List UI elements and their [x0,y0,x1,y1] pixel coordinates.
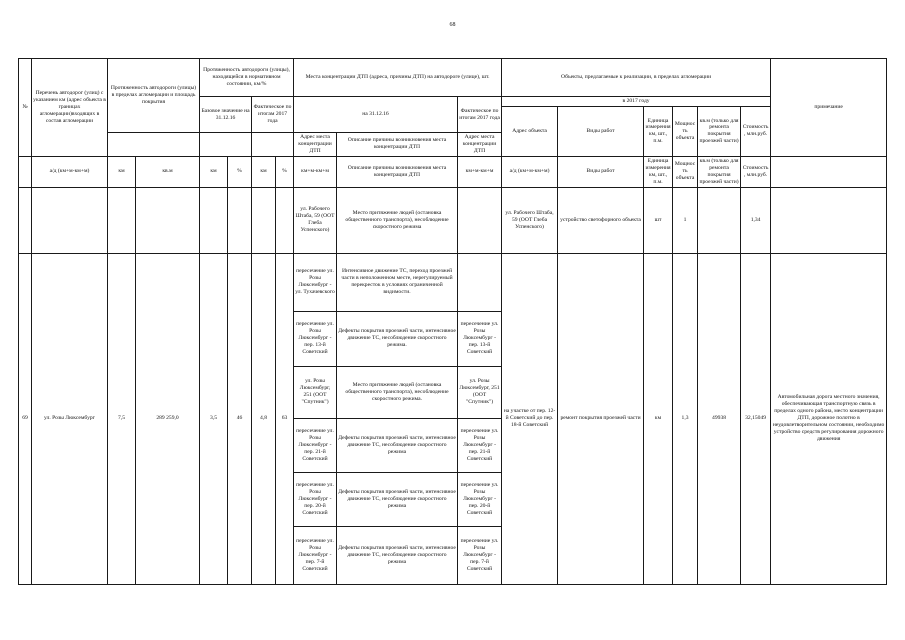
units-base-pct: % [228,156,252,187]
note-cell: Автомобильная дорога местного значения, обеспечивающая транспортную связь в пределах одного района, место концентрации ДТП, дорожное полотно в неудовлетворительном состоянии, необходимо устройство средств регулирования дорожного движения [771,253,887,584]
header-dtp-address: Адрес места концентрации ДТП [294,133,337,157]
header-note: примечание [771,59,887,157]
object-address-cell: на участке от пер. 12-й Советский до пер. 18-й Советский [502,253,558,584]
road-length: 7,5 [108,253,136,584]
header-baseline-spacer [200,133,252,157]
object-address-cell: ул. Рабочего Штаба, 59 (ООТ Глеба Успенского) [502,187,558,253]
dtp-address-cell: пересечение ул. Розы Люксембург - пер. 7-й Советский [294,526,337,584]
cost-cell: 32,15049 [741,253,771,584]
header-cost: Стоимость, млн.руб. [741,107,771,157]
dtp-address-cell: ул. Рабочего Штаба, 59 (ООТ Глеба Успенского) [294,187,337,253]
units-area: кв.м [136,156,200,187]
dtp-address-cell: пересечение ул. Розы Люксембург - пер. 13-й Советский [294,311,337,366]
header-length-area-spacer [108,133,200,157]
page-number: 68 [449,22,456,28]
units-base-km: км [200,156,228,187]
header-sqm: кв.м (только для ремонта покрытия проезжей части) [698,107,741,157]
dtp-address-cell: пересечение ул. Розы Люксембург - ул. Тухачевского [294,253,337,311]
capacity-cell: 1,3 [673,253,698,584]
baseline-km: 3,5 [200,253,228,584]
dtp-description-cell: Место притяжение людей (остановка общественного транспорта), несоблюдение скоростного режима [337,187,458,253]
dtp-description-cell: Место притяжение людей (остановка общественного транспорта), несоблюдение скоростного режима. [337,366,458,418]
units-capacity: Мощность объекта [673,156,698,187]
dtp-address-2017-cell: пересечение ул. Розы Люксембург - пер. 21-й Советский [458,418,502,472]
road-area: 289 259,0 [136,253,200,584]
table-row [19,187,887,253]
dtp-address-cell: пересечение ул. Розы Люксембург - пер. 20-й Советский [294,472,337,526]
dtp-description-cell: Интенсивное движение ТС, переход проезжей части в неположенном месте, нерегулируемый перекресток в условиях ограниченной видимости. [337,253,458,311]
dtp-description-cell: Дефекты покрытия проезжей части, интенсивное движение ТС, несоблюдение скоростного режима [337,526,458,584]
dtp-description-cell: Дефекты покрытия проезжей части, интенсивное движение ТС, несоблюдение скоростного режима. [337,311,458,366]
units-note [771,156,887,187]
units-length: км [108,156,136,187]
table-row [19,253,887,311]
dtp-description-cell: Дефекты покрытия проезжей части, интенсивное движение ТС, несоблюдение скоростного режима [337,418,458,472]
units-actual-pct: % [276,156,294,187]
dtp-description-cell: Дефекты покрытия проезжей части, интенсивное движение ТС, несоблюдение скоростного режима [337,472,458,526]
header-work-type: Виды работ [558,107,644,157]
header-actual-spacer [252,133,294,157]
header-baseline: Базовое значение на 31.12.16 [200,97,252,133]
units-number [19,156,32,187]
header-capacity: Мощность объекта [673,107,698,157]
unit-cell: шт [644,187,673,253]
dtp-address-2017-cell: пересечение ул. Розы Люксембург - пер. 13-й Советский [458,311,502,366]
work-type-cell: устройство светофорного объекта [558,187,644,253]
actual-pct: 63 [276,253,294,584]
header-planned-objects: Объекты, предлагаемые к реализации, в пределах агломерации [502,59,771,97]
units-dtp-address: км+м-км+м [294,156,337,187]
sqm-cell: 49938 [698,253,741,584]
units-cost: Стоимость, млн.руб. [741,156,771,187]
header-number: № [19,59,32,157]
actual-km: 4,8 [252,253,276,584]
header-unit: Единица измерения км, шт., п.м. [644,107,673,157]
header-road-length: Протяженность автодороги (улицы) в пределах агломерации и площадь покрытия [108,59,200,133]
header-actual: Фактическое по итогам 2017 года [252,97,294,133]
units-sqm: кв.м (только для ремонта покрытия проезжей части) [698,156,741,187]
unit-cell: км [644,253,673,584]
cost-cell: 1,34 [741,187,771,253]
header-as-of-date: на 31.12.16 [294,97,458,133]
header-dtp-description: Описание причины возникновения места концентрации ДТП [337,133,458,157]
units-dtp-description: Описание причины возникновения места концентрации ДТП [337,156,458,187]
dtp-address-2017-cell [458,253,502,311]
baseline-pct: 46 [228,253,252,584]
road-safety-table [18,58,887,585]
units-work-type: Виды работ [558,156,644,187]
dtp-address-cell: пересечение ул. Розы Люксембург - пер. 21-й Советский [294,418,337,472]
work-type-cell: ремонт покрытия проезжей части [558,253,644,584]
header-actual-2017: Фактическое по итогам 2017 года [458,97,502,133]
header-object-address: Адрес объекта [502,107,558,157]
header-year-2017: в 2017 году [502,97,771,107]
header-road-list: Перечень автодорог (улиц) с указанием км (адрес объекта в границах агломерации)входящих в состав агломерации [32,59,108,157]
units-dtp-address-2017: км+м-км+м [458,156,502,187]
dtp-address-cell: ул. Розы Люксембург, 251 (ООТ "Спутник") [294,366,337,418]
capacity-cell: 1 [673,187,698,253]
units-actual-km: км [252,156,276,187]
dtp-address-2017-cell: пересечение ул. Розы Люксембург - пер. 20-й Советский [458,472,502,526]
header-normative-extent: Протяженность автодороги (улицы), находящейся в нормативном состоянии, км/% [200,59,294,97]
units-object-address: а/д (км+м-км+м) [502,156,558,187]
row-number: 69 [19,253,32,584]
units-unit: Единица измерения км, шт., п.м. [644,156,673,187]
road-name: ул. Розы Люксембург [32,253,108,584]
dtp-address-2017-cell: ул. Розы Люксембург, 251 (ООТ "Спутник") [458,366,502,418]
dtp-address-2017-cell: пересечение ул. Розы Люксембург - пер. 7-й Советский [458,526,502,584]
header-dtp-places: Места концентрации ДТП (адреса, причины ДТП) на автодороге (улице), шт. [294,59,502,97]
units-road: а/д (км+м-км+м) [32,156,108,187]
header-dtp-address-2017: Адрес места концентрации ДТП [458,133,502,157]
